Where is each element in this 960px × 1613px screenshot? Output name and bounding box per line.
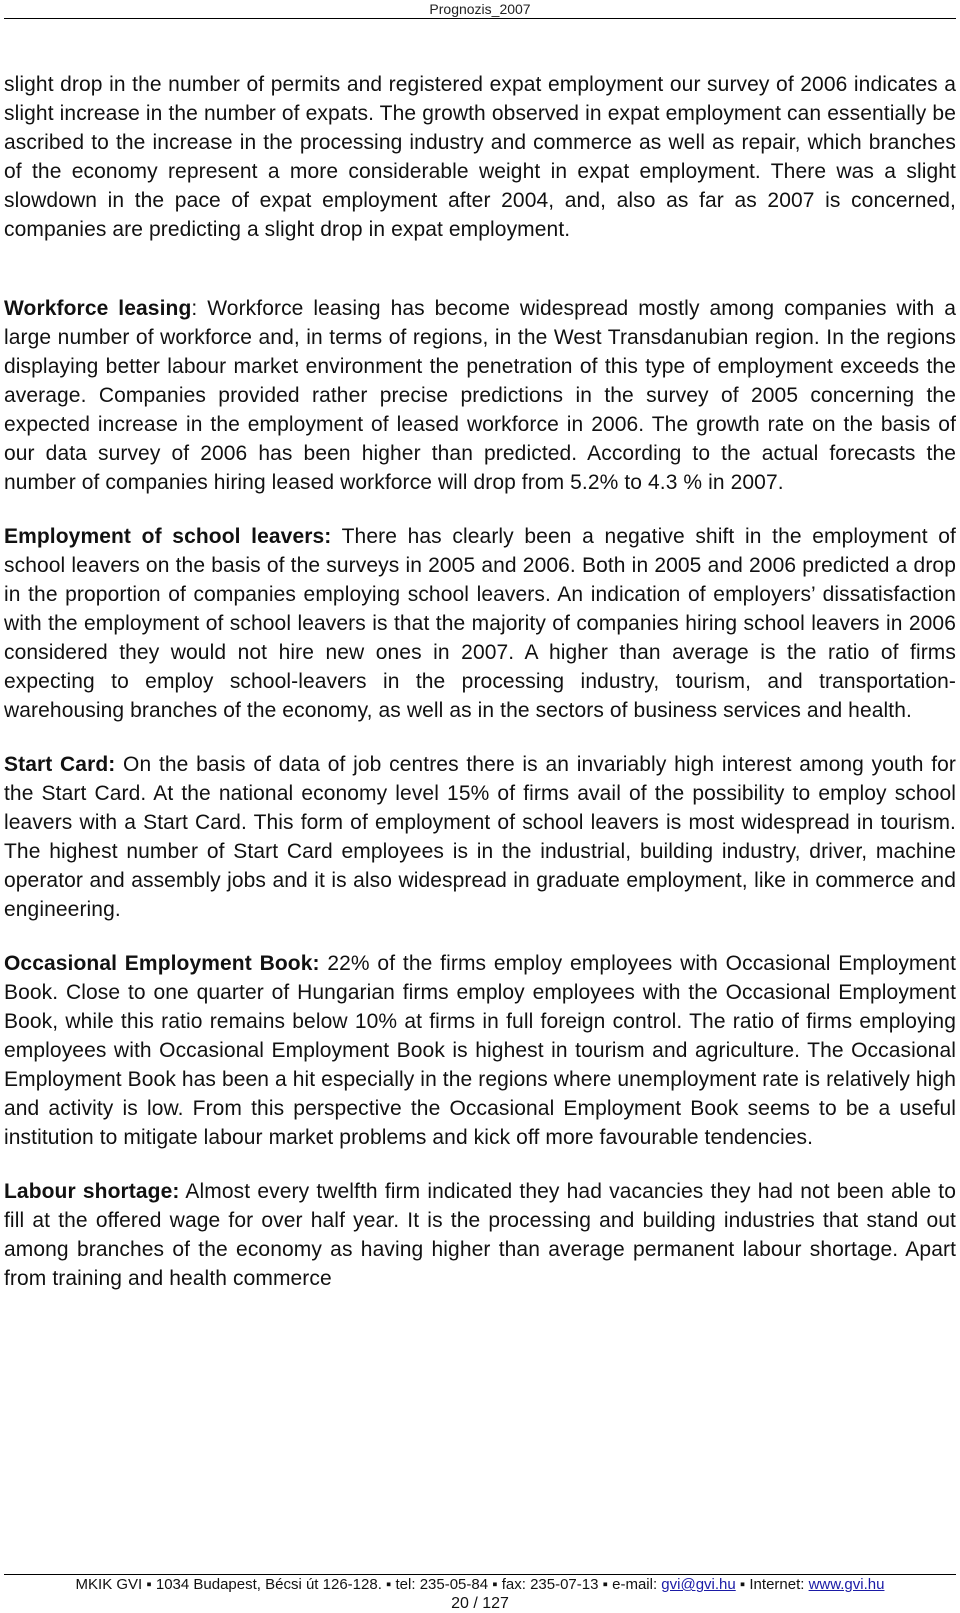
paragraph-lead: Start Card: [4,753,116,776]
paragraph-lead: Employment of school leavers: [4,525,332,548]
paragraph-labour-shortage [4,1177,956,1293]
paragraph-lead: Occasional Employment Book: [4,952,320,975]
document-body [4,70,956,1293]
paragraph-text: 22% of the firms employ employees with Occasional Employment Book. Close to one quarter of Hungarian firms employ employees with the Occasional Employment Book, while this ratio remains below 10% at firms in full foreign control. The ratio of firms employing employees with Occasional Employment Book is highest in tourism and agriculture. The Occasional Employment Book has been a hit especially in the regions where unemployment rate is relatively high and activity is low. From this perspective the Occasional Employment Book seems to be a useful institution to mitigate labour market problems and kick off more favourable tendencies. [4,952,957,1149]
paragraph-text: There has clearly been a negative shift in the employment of school leavers on the basis of the surveys in 2005 and 2006. Both in 2005 and 2006 predicted a drop in the proportion of companies employing school leavers. An indication of employers’ dissatisfaction with the employment of school leavers is that the majority of companies hiring school leavers in 2006 considered they would not hire new ones in 2007. A higher than average is the ratio of firms expecting to employ school-leavers in the processing industry, tourism, and transportation-warehousing branches of the economy, as well as in the sectors of business services and health. [4,525,956,722]
paragraph-text: Almost every twelfth firm indicated they had vacancies they had not been able to fill at the offered wage for over half year. It is the processing and building industries that stand out among branches of the economy as having higher than average permanent labour shortage. Apart from training and health commerce [4,1180,956,1290]
page-footer [0,1576,960,1594]
document-title: Prognozis_2007 [429,1,531,17]
footer-divider [4,1574,956,1575]
website-link[interactable]: www.gvi.hu [808,1576,885,1593]
footer-internet-label: ▪ Internet: [735,1576,809,1593]
paragraph-school-leavers [4,522,956,725]
paragraph-lead: Workforce leasing [4,297,192,320]
paragraph-expat-employment [4,70,956,244]
page-number: 20 / 127 [451,1595,509,1612]
paragraph-text: slight drop in the number of permits and registered expat employment our survey of 2006 indicates a slight increase in the number of expats. The growth observed in expat employment can essentially be ascribed to the increase in the processing industry and commerce as well as repair, which branches of the economy represent a more considerable weight in expat employment. There was a slight slowdown in the pace of expat employment after 2004, and, also as far as 2007 is concerned, companies are predicting a slight drop in expat employment. [4,73,956,241]
paragraph-start-card [4,750,956,924]
paragraph-text: : Workforce leasing has become widespread mostly among companies with a large number of workforce and, in terms of regions, in the West Transdanubian region. In the regions displaying better labour market environment the penetration of this type of employment exceeds the average. Companies provided rather precise predictions in the survey of 2005 concerning the expected increase in the employment of leased workforce in 2006. The growth rate on the basis of our data survey of 2006 has been higher than predicted. According to the actual forecasts the number of companies hiring leased workforce will drop from 5.2% to 4.3 % in 2007. [4,297,956,494]
paragraph-lead: Labour shortage: [4,1180,180,1203]
paragraph-occasional-employment-book [4,949,956,1152]
header-divider [4,18,956,19]
footer-address: MKIK GVI ▪ 1034 Budapest, Bécsi út 126-128. ▪ tel: 235-05-84 ▪ fax: 235-07-13 ▪ e-mail: [75,1576,662,1593]
paragraph-workforce-leasing [4,294,956,497]
paragraph-text: On the basis of data of job centres there is an invariably high interest among youth for the Start Card. At the national economy level 15% of firms avail of the possibility to employ school leavers with a Start Card. This form of employment of school leavers is most widespread in tourism. The highest number of Start Card employees is in the industrial, building industry, driver, machine operator and assembly jobs and it is also widespread in graduate employment, like in commerce and engineering. [4,753,956,921]
email-link[interactable]: gvi@gvi.hu [661,1576,736,1593]
